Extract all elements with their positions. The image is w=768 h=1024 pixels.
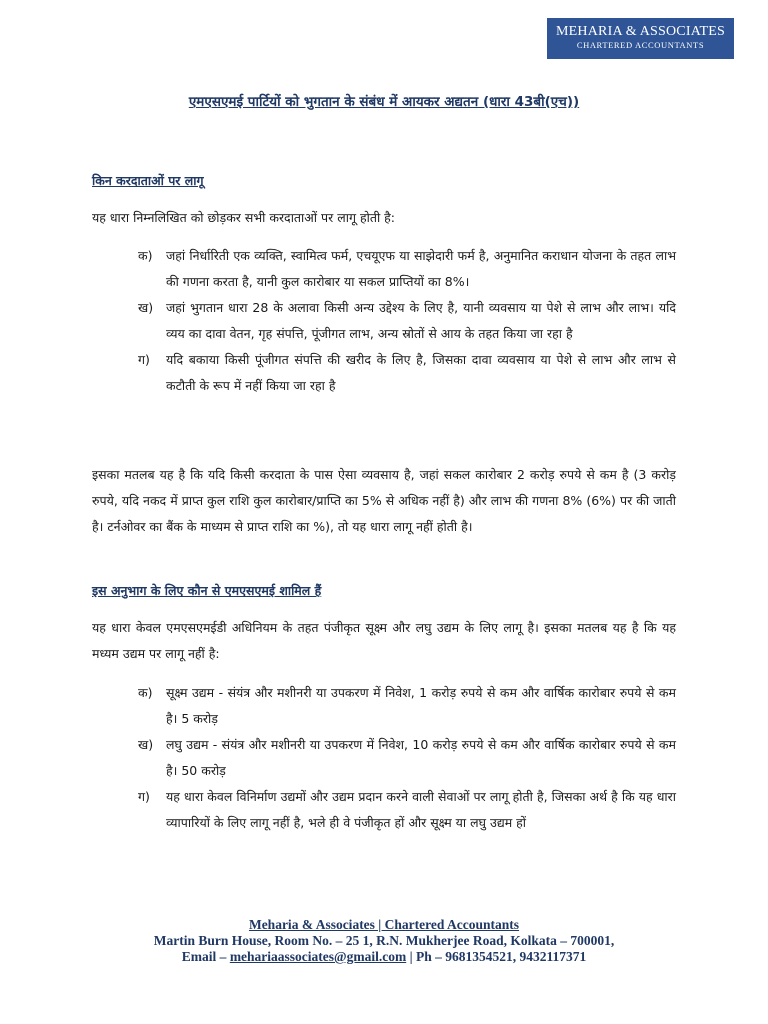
list-marker: क) [138,248,153,263]
section1-intro: यह धारा निम्नलिखित को छोड़कर सभी करदाताओं पर लागू होती है: [92,210,396,225]
section2-intro: यह धारा केवल एमएसएमईडी अधिनियम के तहत पंजीकृत सूक्ष्म और लघु उद्यम के लिए लागू है। इसका मतलब यह है कि यह मध्यम उद्यम पर लागू नहीं है: [92,620,676,661]
footer-address: Martin Burn House, Room No. – 25 1, R.N. Mukherjee Road, Kolkata – 700001, [153,933,615,948]
list-item-text: यह धारा केवल विनिर्माण उद्यमों और उद्यम प्रदान करने वाली सेवाओं पर लागू होती है, जिसका अर्थ है कि यह धारा व्यापारियों के लिए लागू नहीं है, भले ही वे पंजीकृत हों और सूक्ष्म या लघु उद्यम हों [166,789,676,830]
list-marker: ग) [138,352,150,367]
list-item-text: जहां भुगतान धारा 28 के अलावा किसी अन्य उद्देश्य के लिए है, यानी व्यवसाय या पेशे से लाभ और लाभ। यदि व्यय का दावा वेतन, गृह संपत्ति, पूंजीगत लाभ, अन्य स्रोतों से आय के तहत किया जा रहा है [166,300,676,341]
logo-name: MEHARIA & ASSOCIATES [556,24,725,39]
document-title: एमएसएमई पार्टियों को भुगतान के संबंध में आयकर अद्यतन (धारा 43बी(एच)) [188,94,580,110]
list-item-text: जहां निर्धारिती एक व्यक्ति, स्वामित्व फर्म, एचयूएफ या साझेदारी फर्म है, अनुमानित कराधान योजना के तहत लाभ की गणना करता है, यानी कुल कारोबार या सकल प्राप्तियों का 8%। [166,248,676,289]
footer-email-label: Email – [181,949,230,964]
section1-heading: किन करदाताओं पर लागू [92,173,204,188]
list-item [92,732,676,784]
list-item [92,243,676,295]
company-logo [547,18,734,59]
list-item [92,680,676,732]
list-item [92,347,676,399]
list-item-text: सूक्ष्म उद्यम - संयंत्र और मशीनरी या उपकरण में निवेश, 1 करोड़ रुपये से कम और वार्षिक कारोबार रुपये से कम है। 5 करोड़ [166,685,676,726]
section1-list [92,243,676,399]
list-item-text: यदि बकाया किसी पूंजीगत संपत्ति की खरीद के लिए है, जिसका दावा व्यवसाय या पेशे से लाभ और लाभ से कटौती के रूप में नहीं किया जा रहा है [166,352,676,393]
list-marker: ग) [138,789,150,804]
footer-email-link[interactable]: mehariaassociates@gmail.com [229,949,407,964]
footer-firm-name: Meharia & Associates | Chartered Accountants [248,917,520,932]
logo-subtitle: CHARTERED ACCOUNTANTS [576,40,705,50]
footer-phone: | Ph – 9681354521, 9432117371 [406,949,587,964]
list-item [92,784,676,836]
list-marker: ख) [138,300,154,315]
section2-list [92,680,676,836]
footer-contact [0,949,768,965]
list-item-text: लघु उद्यम - संयंत्र और मशीनरी या उपकरण में निवेश, 10 करोड़ रुपये से कम और वार्षिक कारोबार रुपये से कम है। 50 करोड़ [166,737,676,778]
list-marker: क) [138,685,153,700]
page-footer [0,917,768,965]
section2-heading: इस अनुभाग के लिए कौन से एमएसएमई शामिल हैं [92,583,322,598]
list-item [92,295,676,347]
section1-note: इसका मतलब यह है कि यदि किसी करदाता के पास ऐसा व्यवसाय है, जहां सकल कारोबार 2 करोड़ रुपये से कम है (3 करोड़ रुपये, यदि नकद में प्राप्त कुल राशि कुल कारोबार/प्राप्ति का 5% से अधिक नहीं है) और लाभ की गणना 8% (6%) पर की जाती है। टर्नओवर का बैंक के माध्यम से प्राप्त राशि का %), तो यह धारा लागू नहीं होती है। [92,467,676,534]
list-marker: ख) [138,737,154,752]
